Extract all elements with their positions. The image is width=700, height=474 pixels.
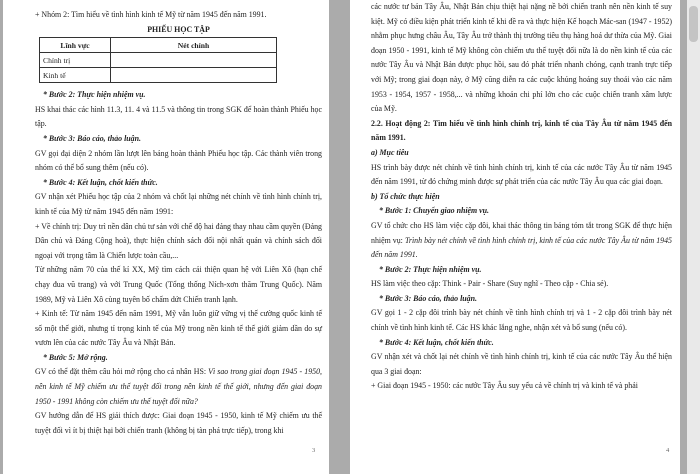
vertical-scrollbar[interactable] [687,0,700,474]
step-3-text: GV gọi đại diện 2 nhóm lần lượt lên bảng hoàn thành Phiếu học tập. Các thành viên trong nhóm có thể bổ sung thêm (nếu có). [35,148,322,173]
scrollbar-thumb[interactable] [689,6,698,42]
table-cell-economy: Kinh tế [40,68,111,83]
step-2-text: HS khai thác các hình 11.3, 11. 4 và 11.5 và thông tin trong SGK để hoàn thành Phiếu học tập. [35,104,322,129]
worksheet-table [39,37,277,83]
step-1-heading: * Bước 1: Chuyển giao nhiệm vụ. [379,206,490,216]
continuation-paragraph: các nước tư bản Tây Âu, Nhật Bản chịu thiệt hại nặng nề bởi chiến tranh nên nền kinh tế suy kiệt. Mỹ có điều kiện phát triển kinh tế khi đề ra và thực hiện Kế hoạch Mác-san (1947 - 1952) nhằm phục hưng châu Âu, Tây Âu trở thành thị trường tiêu thụ hàng hoá dư thừa của Mỹ. Giai đoạn 1950 - 1991, kinh tế Mỹ không còn chiếm ưu thế tuyệt đối nữa là do nền kinh tế của các nước Tây Âu và Nhật Bản được phục hồi, sau đó phát triển nhanh chóng, cạnh tranh trực tiếp với Mỹ; trong giai đoạn này, ở Mỹ cũng diễn ra các cuộc khủng hoảng suy thoái vào các năm 1953 - 1954, 1957 - 1958,... và những khoản chi phí lớn cho các cuộc chiến tranh xâm lược của Mỹ. [371,2,672,114]
step-4-text: GV nhận xét Phiếu học tập của 2 nhóm và chốt lại những nét chính về tình hình chính trị, kinh tế của Mỹ từ năm 1945 đến năm 1991: [35,192,322,216]
step-2-text: HS làm việc theo cặp: Think - Pair - Share (Suy nghĩ - Theo cặp - Chia sẻ). [371,279,609,289]
step-3-heading: * Bước 3: Báo cáo, thảo luận. [43,133,141,143]
step-2-heading: * Bước 2: Thực hiện nhiệm vụ. [379,264,482,274]
table-row [40,68,277,83]
page-number: 4 [666,447,670,454]
group-2-task: + Nhóm 2: Tìm hiểu về tình hình kinh tế Mỹ từ năm 1945 đến năm 1991. [35,10,267,19]
document-page-left [3,0,329,474]
step-1-paragraph [371,219,672,263]
organization-heading: b) Tổ chức thực hiện [371,191,440,201]
politics-paragraph: + Về chính trị: Duy trì nền dân chủ tư sản với chế độ hai đảng thay nhau cầm quyền (Đảng Dân chủ và Đảng Cộng hoà), thực hiện chính sách đối nội nhất quán và chính sách đối ngoại với trọng tâm là Chiến lược toàn cầu,... [35,221,322,260]
guide-paragraph: GV hướng dẫn để HS giải thích được: Giai đoạn 1945 - 1950, kinh tế Mỹ chiếm ưu thế tuyệt đối vì ít bị thiệt hại bởi chiến tranh (không bị tàn phá trực tiếp), trong khi [35,411,322,435]
step-2-heading: * Bước 2: Thực hiện nhiệm vụ. [43,90,146,100]
table-cell-empty [111,68,277,83]
economy-paragraph: + Kinh tế: Từ năm 1945 đến năm 1991, Mỹ vẫn luôn giữ vững vị thế cường quốc kinh tế số một thế giới, nhưng tỉ trọng kinh tế của Mỹ trong nền kinh tế thế giới giảm dần do sự vươn lên của các nước Tây Âu và Nhật Bản. [35,309,322,348]
table-header-field: Lĩnh vực [40,38,111,53]
step-1-prefix: GV tổ chức cho HS làm việc cặp đôi, khai thác thông tin bảng tóm tắt trong SGK để thực hiện nhiệm vụ: [371,220,672,245]
step-5-question: Vì sao trong giai đoạn 1945 - 1950, nền kinh tế Mỹ chiếm ưu thế tuyệt đối trong nền kinh tế thế giới, nhưng đến giai đoạn 1950 - 1991 không còn chiếm ưu thế tuyệt đối nữa? [35,367,322,406]
history-paragraph: Từ những năm 70 của thế kỉ XX, Mỹ tìm cách cải thiện quan hệ với Liên Xô (hạn chế chạy đua vũ trang) và với Trung Quốc (Tổng thống Ních-xơn thăm Trung Quốc). Năm 1989, Mỹ và Liên Xô cùng tuyên bố chấm dứt Chiến tranh lạnh. [35,265,322,304]
goal-heading: a) Mục tiêu [371,147,409,157]
phase-1-text: + Giai đoạn 1945 - 1950: các nước Tây Âu suy yếu cả về chính trị và kinh tế và phải [371,381,638,391]
table-cell-empty [111,53,277,68]
step-4-heading: * Bước 4: Kết luận, chốt kiến thức. [379,337,494,347]
document-page-right [350,0,680,474]
activity-2-heading: 2.2. Hoạt động 2: Tìm hiểu về tình hình chính trị, kinh tế của Tây Âu từ năm 1945 đến năm 1991. [371,118,672,143]
step-4-text: GV nhận xét và chốt lại nét chính về tình hình chính trị, kinh tế của các nước Tây Âu thể hiện qua 3 giai đoạn: [371,352,672,376]
step-1-task: Trình bày nét chính về tình hình chính trị, kinh tế của các nước Tây Âu từ năm 1945 đến năm 1991. [371,235,672,260]
step-5-prefix: GV có thể đặt thêm câu hỏi mở rộng cho cá nhân HS: [35,367,209,377]
goal-text: HS trình bày được nét chính về tình hình chính trị, kinh tế của các nước Tây Âu từ năm 1945 đến năm 1991, từ đó chứng minh được sự phát triển của các nước Tây Âu qua các giai đoạn. [371,162,672,187]
table-header-main-points: Nét chính [111,38,277,53]
step-5-paragraph [35,365,322,409]
worksheet-title: PHIẾU HỌC TẬP [147,24,210,34]
step-5-heading: * Bước 5: Mở rộng. [43,352,108,362]
table-cell-politics: Chính trị [40,53,111,68]
step-4-heading: * Bước 4: Kết luận, chốt kiến thức. [43,177,158,187]
table-header-row [40,38,277,53]
table-row [40,53,277,68]
page-number: 3 [312,447,316,454]
step-3-heading: * Bước 3: Báo cáo, thảo luận. [379,293,477,303]
step-3-text: GV gọi 1 - 2 cặp đôi trình bày nét chính về tình hình chính trị và 1 - 2 cặp đôi trình bày nét chính về tình hình kinh tế. Các HS khác lắng nghe, nhận xét và bổ sung (nếu có). [371,308,672,333]
